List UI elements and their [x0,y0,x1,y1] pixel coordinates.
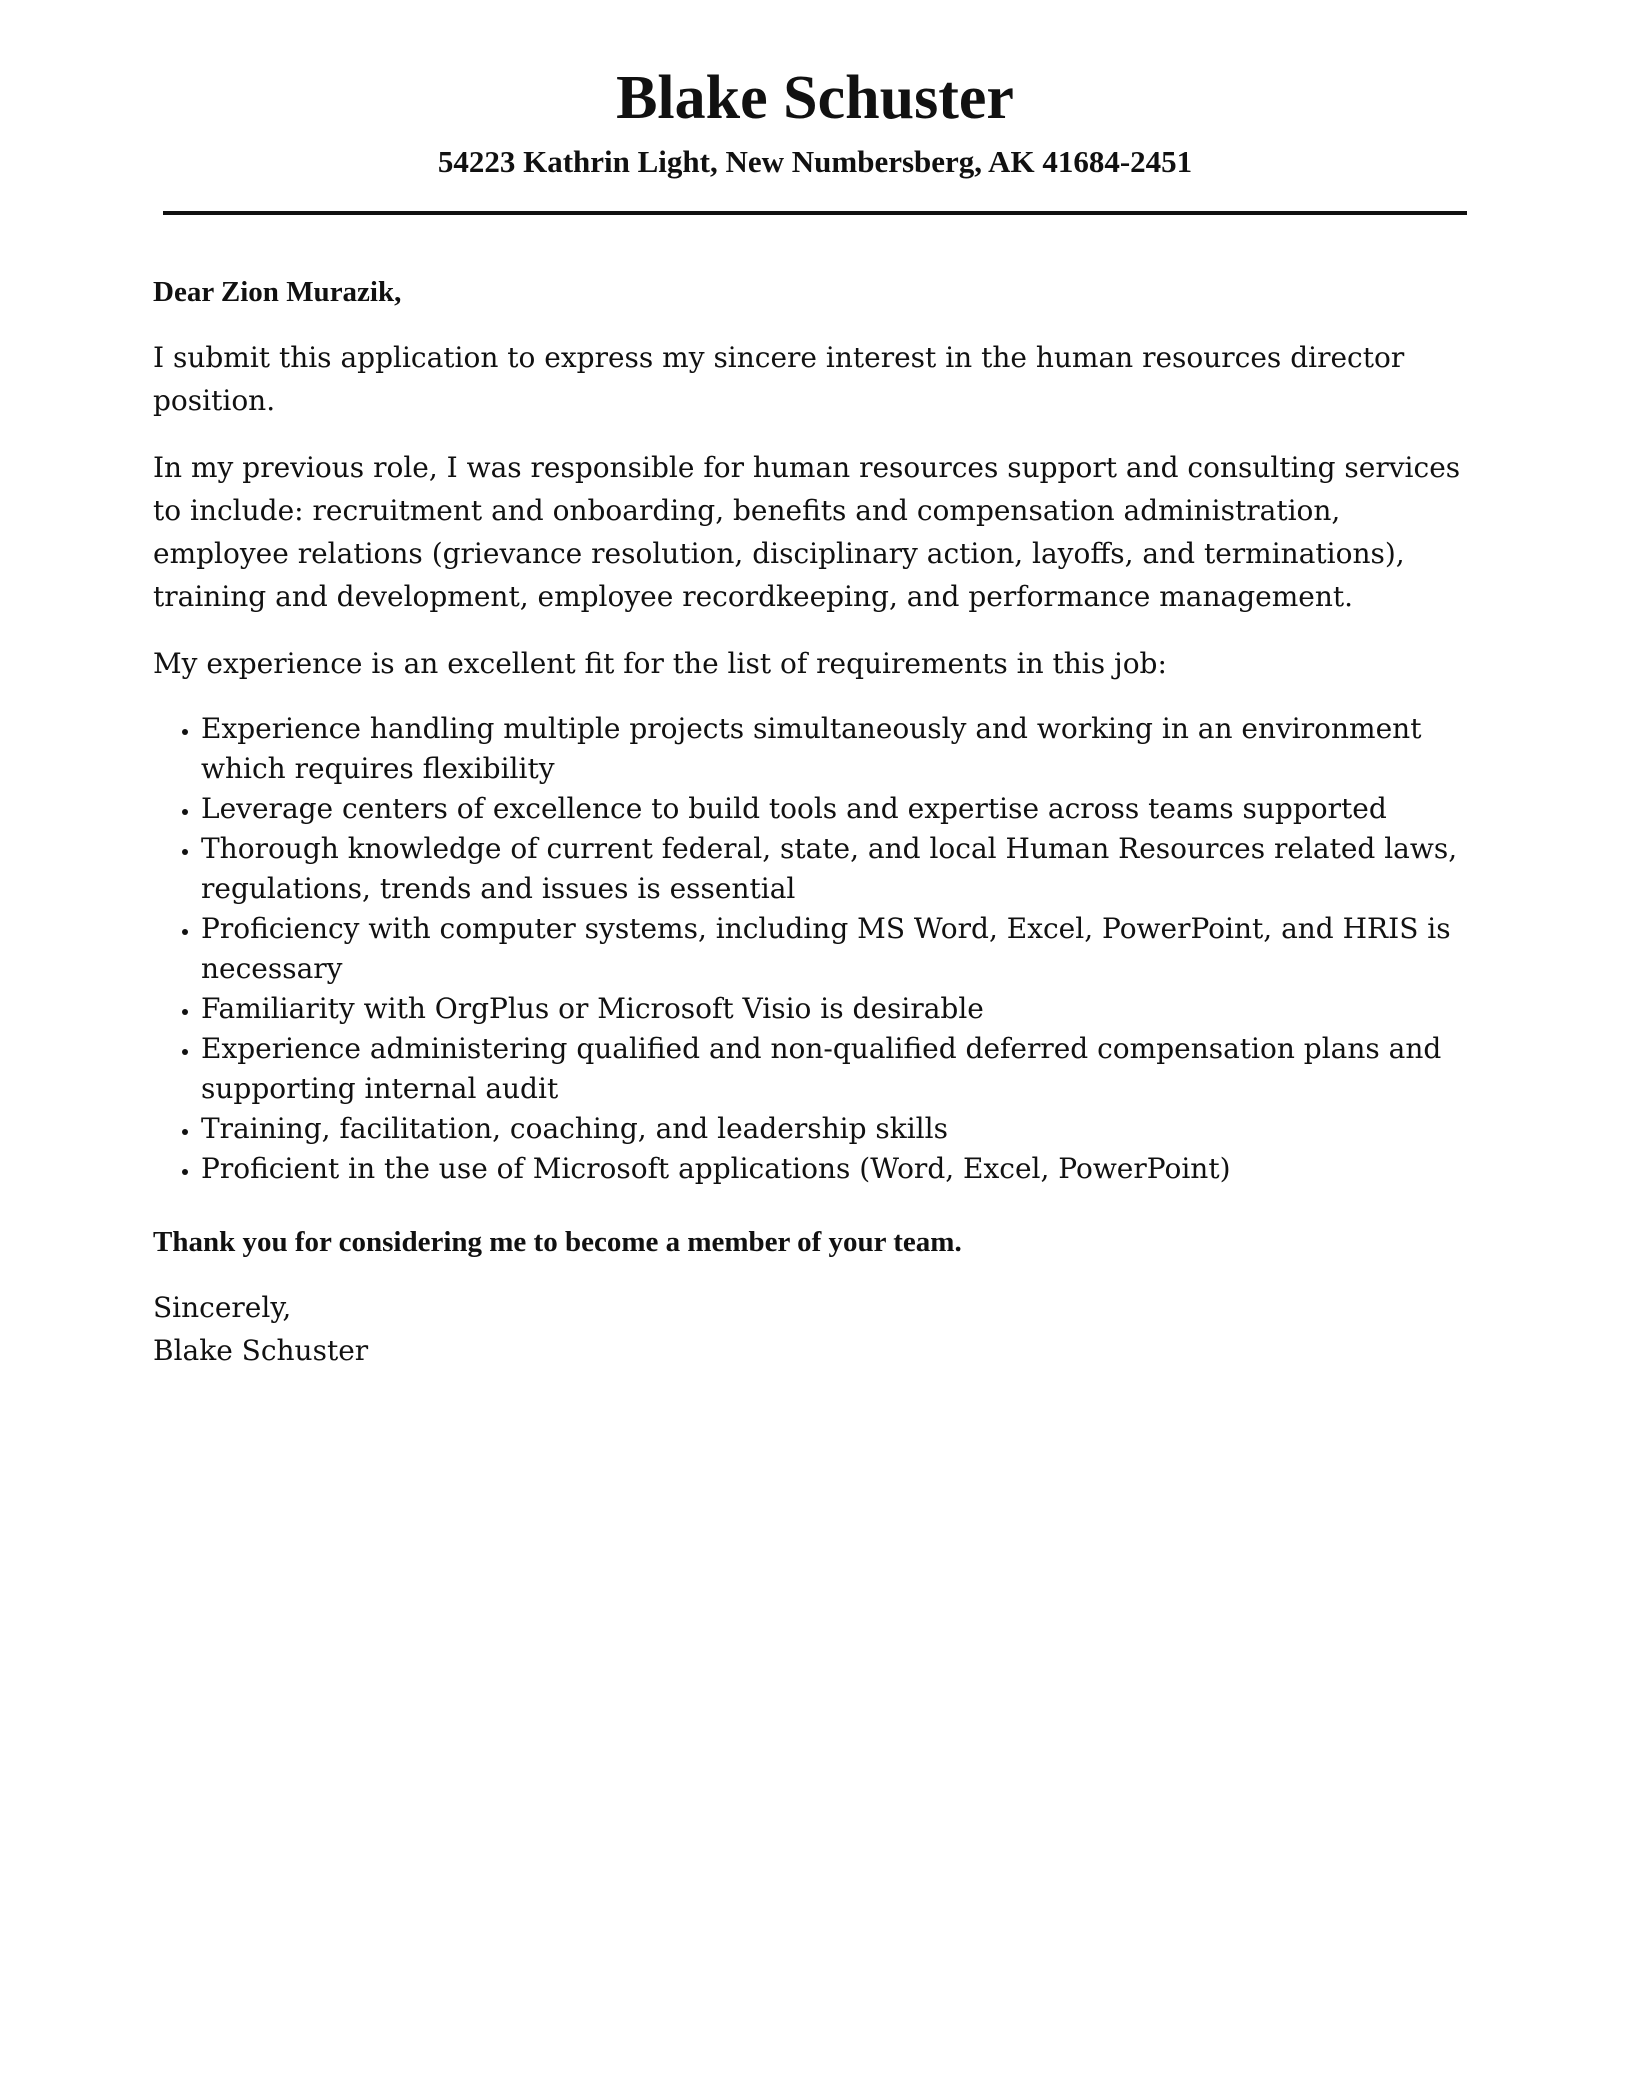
list-item: • Experience handling multiple projects simultaneously and working in an environment which requires flexibility [201,709,1473,789]
list-item: • Familiarity with OrgPlus or Microsoft Visio is desirable [201,989,1473,1029]
requirements-list [153,709,1473,1189]
list-item: • Proficient in the use of Microsoft applications (Word, Excel, PowerPoint) [201,1149,1473,1189]
list-item: • Thorough knowledge of current federal, state, and local Human Resources related laws, regulations, trends and issues is essential [201,829,1473,909]
sign-off: Sincerely, [153,1291,292,1324]
list-item: • Experience administering qualified and non-qualified deferred compensation plans and supporting internal audit [201,1029,1473,1109]
letter-body [153,272,1473,1372]
applicant-name: Blake Schuster [616,64,1014,132]
signature-name: Blake Schuster [153,1334,369,1367]
letter-header [163,58,1467,179]
list-item: • Proficiency with computer systems, including MS Word, Excel, PowerPoint, and HRIS is necessary [201,909,1473,989]
closing-line: Thank you for considering me to become a member of your team. [153,1226,962,1258]
list-item: • Leverage centers of excellence to build tools and expertise across teams supported [201,789,1473,829]
experience-paragraph: In my previous role, I was responsible for human resources support and consulting services to include: recruitment and onboarding, benefits and compensation administration, employee relations (grievance resolution, disciplinary action, layoffs, and terminations), training and development, employee recordkeeping, and performance management. [153,451,1461,613]
list-item: • Training, facilitation, coaching, and leadership skills [201,1109,1473,1149]
applicant-address: 54223 Kathrin Light, New Numbersberg, AK 41684-2451 [437,144,1193,179]
intro-paragraph: I submit this application to express my sincere interest in the human resources director position. [153,341,1405,417]
requirements-intro-paragraph: My experience is an excellent fit for the list of requirements in this job: [153,647,1167,680]
header-divider [163,211,1467,215]
salutation: Dear Zion Murazik, [153,276,402,308]
